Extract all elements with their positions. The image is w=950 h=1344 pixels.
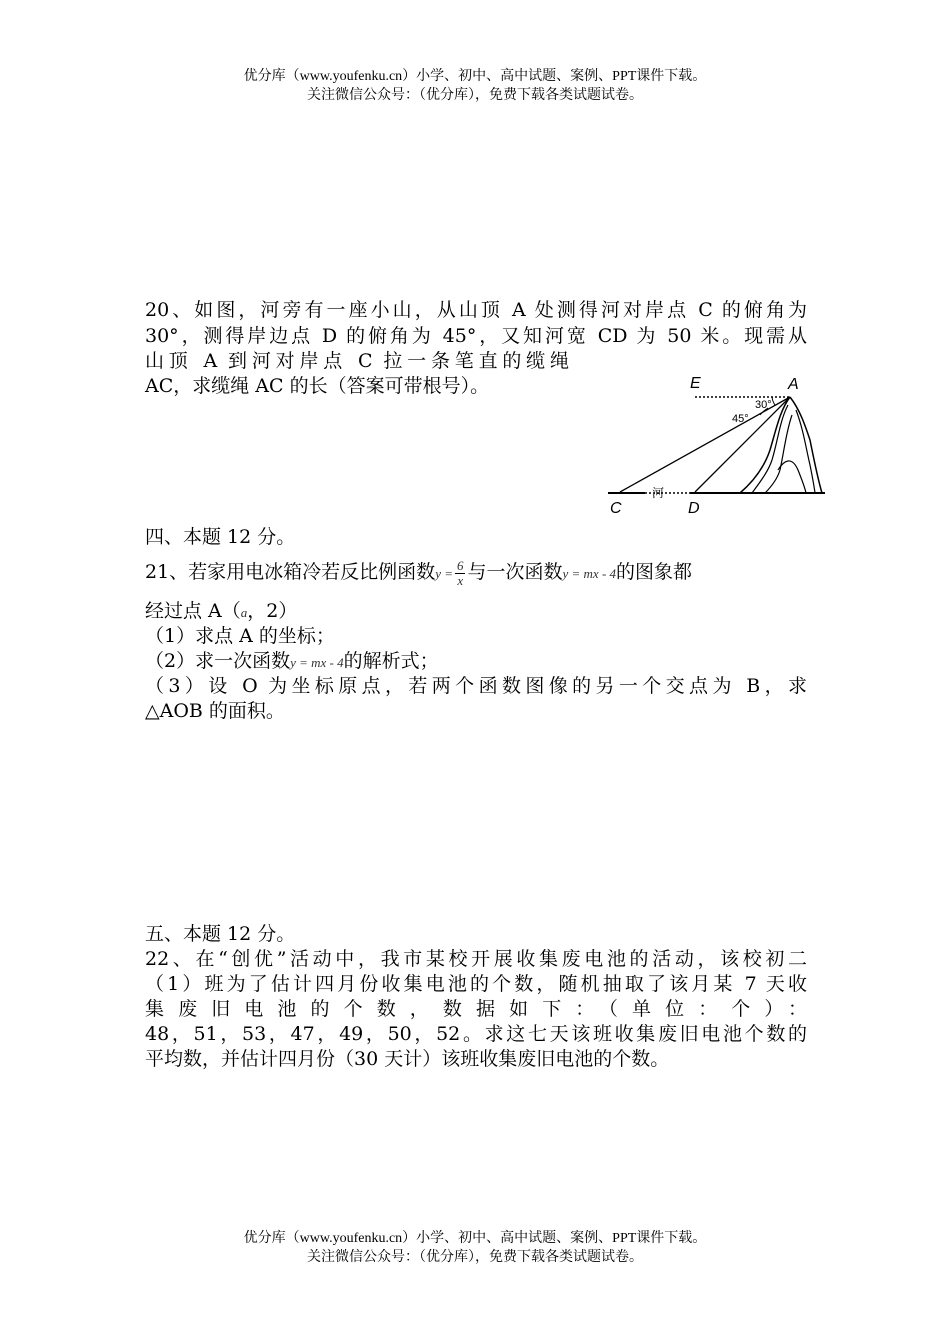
section-5-title: 五、本题 12 分。 — [145, 923, 296, 945]
header-line-1: 优分库（www.youfenku.cn）小学、初中、高中试题、案例、PPT课件下载。 — [243, 69, 707, 84]
label-c: C — [610, 500, 622, 517]
q21-part-2 — [145, 649, 807, 675]
q21-y-eq: y = — [435, 566, 453, 581]
q22-line-2: （1）班为了估计四月份收集电池的个数，随机抽取了该月某 7 天收 — [145, 973, 807, 995]
line-ac — [620, 397, 790, 492]
q21-mid: 与一次函数 — [467, 561, 563, 583]
q21-fraction — [455, 559, 466, 588]
q20-line-2: 30°，测得岸边点 D 的俯角为 45°，又知河宽 CD 为 50 米。现需从 — [145, 325, 807, 347]
q22-line-1: 22、在“创优”活动中，我市某校开展收集废电池的活动，该校初二 — [145, 948, 807, 970]
footer-line-1: 优分库（www.youfenku.cn）小学、初中、高中试题、案例、PPT课件下载。 — [243, 1231, 707, 1246]
q21-linear-fn: y = mx - 4 — [562, 566, 617, 581]
q21-frac-den: x — [457, 572, 464, 588]
q20-line-4: AC，求缆绳 AC 的长（答案可带根号）。 — [145, 375, 490, 397]
header-line-2: 关注微信公众号：（优分库），免费下载各类试题试卷。 — [307, 88, 643, 103]
q21-l2-post: ，2） — [247, 600, 298, 622]
mountain-inner-peak — [778, 461, 806, 493]
q21-line-1 — [145, 558, 807, 588]
q21-l2-pre: 经过点 A（ — [145, 600, 241, 622]
q22-line-3: 集废旧电池的个数，数据如下：（单位：个）： — [145, 998, 807, 1020]
q21-l2-a: a — [240, 605, 248, 620]
angle-arc-30 — [772, 397, 775, 405]
q21-frac-num: 6 — [456, 557, 464, 573]
q21-part-3b: △AOB 的面积。 — [145, 700, 285, 722]
label-a: A — [788, 376, 799, 393]
label-e: E — [690, 375, 701, 392]
label-river: 河 — [652, 486, 665, 500]
q21-post: 的图象都 — [616, 561, 693, 583]
q20-line-3: 山顶 A 到河对岸点 C 拉一条笔直的缆绳 — [145, 350, 569, 372]
q21-line-2 — [145, 599, 807, 625]
label-d: D — [688, 500, 700, 517]
q22-line-5: 平均数，并估计四月份（30 天计）该班收集废旧电池的个数。 — [145, 1048, 670, 1070]
angle-label-30: 30° — [755, 399, 772, 411]
q21-part-3: （3）设 O 为坐标原点，若两个函数图像的另一个交点为 B，求 — [145, 675, 807, 697]
q20-line-1: 20、如图，河旁有一座小山，从山顶 A 处测得河对岸点 C 的俯角为 — [145, 299, 807, 321]
q21-p2-post: 的解析式； — [343, 650, 439, 672]
section-4-title: 四、本题 12 分。 — [145, 526, 296, 548]
mountain-river-figure — [600, 370, 830, 520]
q21-p2-fn: y = mx - 4 — [290, 655, 344, 670]
page-footer — [0, 1229, 950, 1267]
angle-label-45: 45° — [732, 413, 749, 425]
page-header — [0, 67, 950, 105]
q21-part-1: （1）求点 A 的坐标； — [145, 625, 335, 647]
q21-pre: 21、若家用电冰箱冷若反比例函数 — [145, 561, 436, 583]
q22-line-4: 48，51，53，47，49，50，52。求这七天该班收集废旧电池个数的 — [145, 1023, 807, 1045]
q21-p2-pre: （2）求一次函数 — [145, 650, 291, 672]
footer-line-2: 关注微信公众号：（优分库），免费下载各类试题试卷。 — [307, 1250, 643, 1265]
